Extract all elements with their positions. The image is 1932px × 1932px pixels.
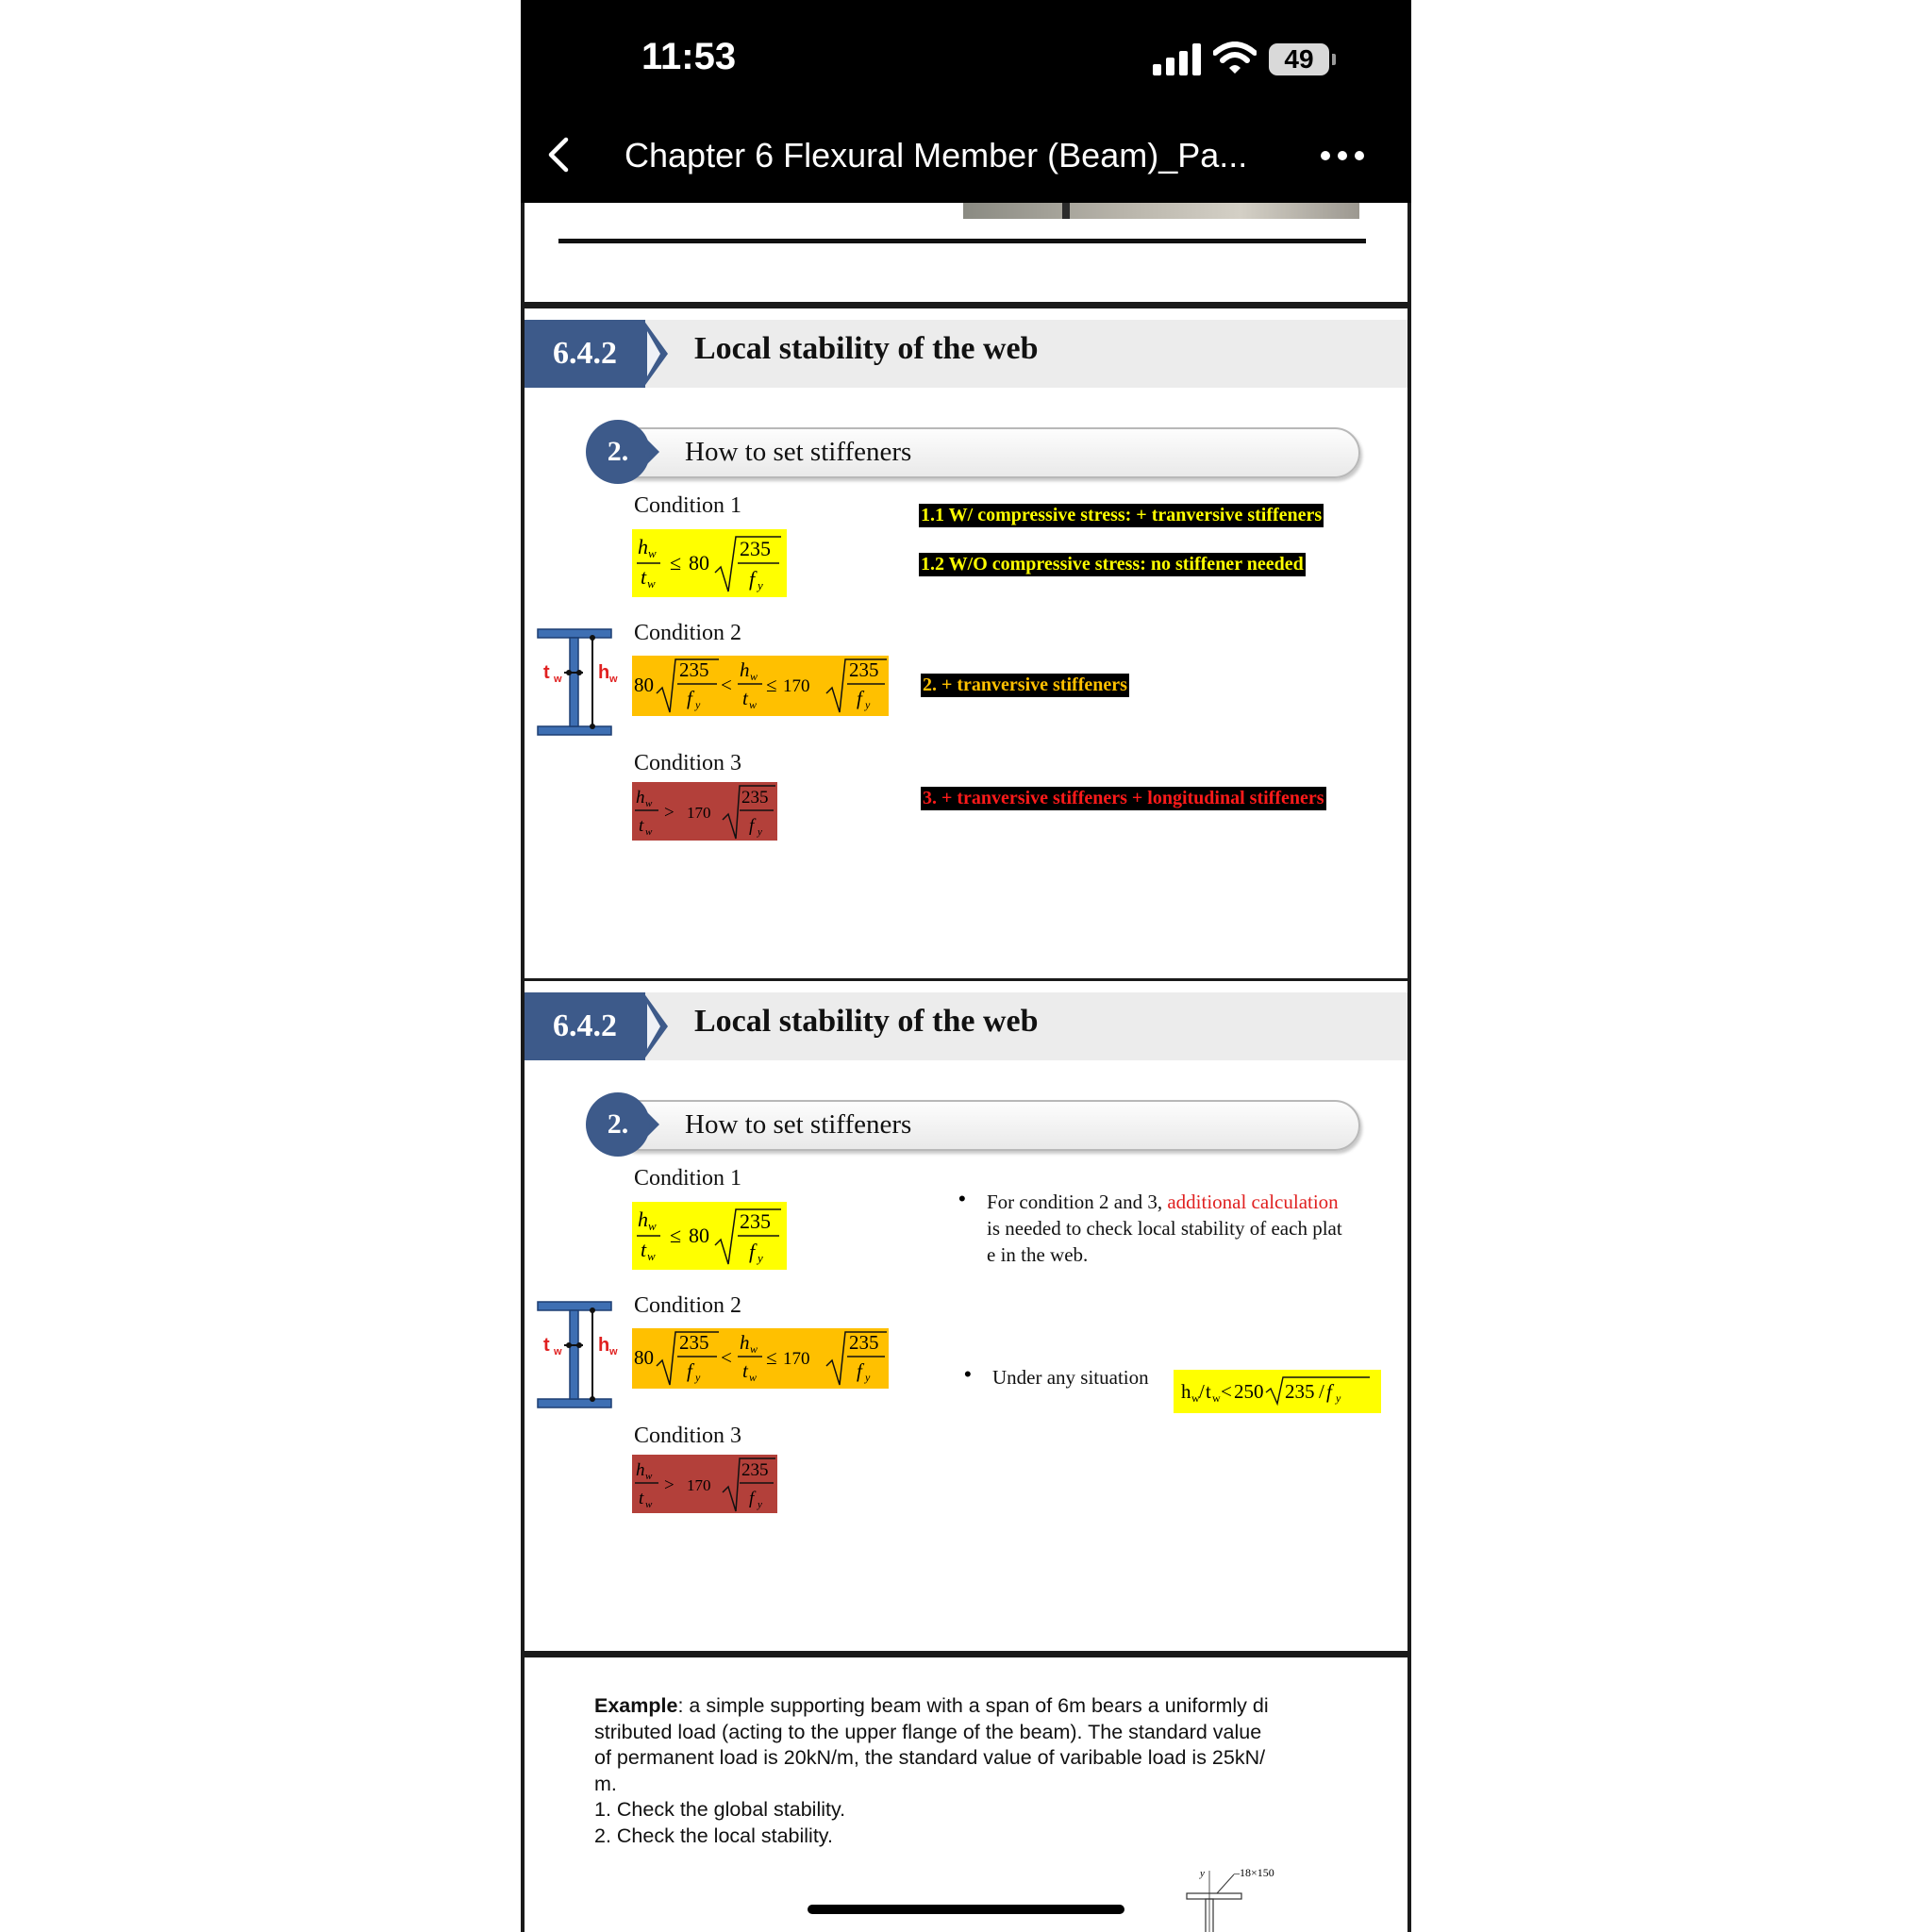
svg-text:t: t (639, 816, 644, 836)
example-line-5: 1. Check the global stability. (594, 1798, 846, 1821)
phone-screen (521, 0, 1411, 1932)
svg-text:f: f (687, 687, 692, 709)
condition-3-formula (632, 1455, 777, 1513)
example-label: Example (594, 1694, 678, 1717)
svg-text:w: w (750, 670, 758, 683)
ibeam-diagram (536, 627, 626, 741)
section-arrow-icon (643, 320, 668, 388)
svg-text:y: y (1336, 1391, 1341, 1405)
svg-text:w: w (648, 546, 657, 560)
svg-text:y: y (865, 698, 871, 711)
svg-text:t: t (543, 662, 550, 683)
bullet-1-prefix: For condition 2 and 3, (987, 1191, 1168, 1213)
svg-text:f: f (749, 816, 755, 836)
condition-2-label: Condition 2 (634, 1293, 742, 1318)
example-line-3: of permanent load is 20kN/m, the standard value of varibable load is 25kN/ (594, 1746, 1266, 1769)
svg-text:y: y (695, 698, 701, 711)
section-number: 6.4.2 (525, 320, 645, 388)
example-line-2: stributed load (acting to the upper flange of the beam). The standard value (594, 1720, 1262, 1743)
condition-3-label: Condition 3 (634, 751, 742, 775)
status-bar (521, 0, 1411, 104)
svg-text:<: < (721, 674, 732, 696)
bullet-dot: • (964, 1362, 972, 1386)
svg-text:w: w (645, 826, 653, 838)
svg-text:w: w (1212, 1391, 1221, 1405)
condition-2-formula (632, 1328, 889, 1389)
svg-text:y: y (865, 1371, 871, 1384)
bullet-dot: • (958, 1187, 966, 1210)
bullet-1-line3: e in the web. (987, 1243, 1089, 1266)
svg-text:w: w (645, 798, 653, 809)
svg-text:y: y (695, 1371, 701, 1384)
battery-icon: 49 (1269, 43, 1329, 75)
document-content[interactable] (525, 203, 1407, 1932)
condition-3-label: Condition 3 (634, 1424, 742, 1448)
svg-text:235: 235 (740, 537, 771, 560)
svg-text:>: > (664, 1475, 675, 1495)
svg-text:y: y (758, 578, 763, 592)
svg-text:80: 80 (634, 674, 654, 696)
condition-1-formula (632, 1202, 787, 1270)
battery-tip (1332, 54, 1336, 65)
note-1-1: 1.1 W/ compressive stress: + tranversive stiffeners (921, 505, 1323, 525)
condition-2-label: Condition 2 (634, 621, 742, 645)
svg-text:w: w (647, 576, 656, 591)
svg-text:f: f (857, 1359, 862, 1382)
svg-text:170: 170 (687, 804, 711, 822)
svg-text:80: 80 (689, 1224, 709, 1247)
svg-text:h: h (638, 535, 648, 558)
svg-text:235: 235 (679, 658, 709, 681)
more-options-icon[interactable] (1321, 147, 1370, 162)
signal-icon (1153, 43, 1202, 75)
svg-text:f: f (1326, 1380, 1332, 1403)
section-title: Local stability of the web (694, 331, 1039, 366)
svg-text:f: f (687, 1359, 692, 1382)
bullet-additional-calculation (987, 1189, 1402, 1268)
svg-text:h: h (598, 662, 610, 683)
hw-limit-formula (1174, 1370, 1381, 1413)
svg-text:h: h (740, 1331, 750, 1354)
svg-text:<: < (1221, 1380, 1232, 1403)
subheading-title: How to set stiffeners (685, 1109, 912, 1140)
section-title: Local stability of the web (694, 1004, 1039, 1039)
home-indicator[interactable] (808, 1905, 1124, 1914)
svg-text:y: y (758, 1499, 762, 1510)
bullet-under-any-situation: Under any situation (992, 1366, 1149, 1389)
photo-strip (963, 203, 1359, 219)
svg-text:170: 170 (687, 1476, 711, 1494)
ibeam-diagram (536, 1300, 626, 1413)
svg-text:t: t (641, 565, 647, 589)
svg-text:80: 80 (634, 1346, 654, 1369)
section-number: 6.4.2 (525, 992, 645, 1060)
svg-text:235: 235 (849, 658, 879, 681)
document-title: Chapter 6 Flexural Member (Beam)_Pa... (625, 136, 1248, 175)
svg-text:235: 235 (741, 788, 769, 808)
svg-text:t: t (742, 1359, 748, 1382)
svg-text:w: w (749, 1371, 758, 1384)
condition-1-formula (632, 529, 787, 597)
photo-figure (1062, 203, 1070, 219)
svg-text:t: t (641, 1238, 647, 1261)
svg-text:170: 170 (783, 1349, 810, 1369)
condition-1-label: Condition 1 (634, 1166, 742, 1191)
svg-text:f: f (749, 1240, 756, 1263)
svg-text:/: / (1199, 1380, 1205, 1403)
svg-text:≤: ≤ (670, 551, 682, 575)
svg-text:w: w (645, 1499, 653, 1510)
example-line-4: m. (594, 1772, 617, 1795)
svg-text:h: h (1181, 1380, 1191, 1403)
subheading-number: 2. (586, 420, 650, 484)
svg-text:≤: ≤ (766, 674, 777, 696)
svg-text:w: w (648, 1219, 657, 1233)
condition-1-label: Condition 1 (634, 493, 742, 518)
svg-text:80: 80 (689, 551, 709, 575)
svg-text:w: w (609, 674, 618, 685)
svg-text:>: > (664, 803, 675, 823)
example-line-6: 2. Check the local stability. (594, 1824, 833, 1847)
svg-text:235: 235 (679, 1331, 709, 1354)
svg-text:w: w (647, 1249, 656, 1263)
svg-text:f: f (749, 1489, 755, 1508)
svg-text:w: w (750, 1342, 758, 1356)
svg-text:/: / (1319, 1380, 1324, 1403)
beam-section-figure (1175, 1867, 1289, 1932)
note-1-2: 1.2 W/O compressive stress: no stiffener needed (921, 554, 1304, 575)
svg-text:w: w (645, 1471, 653, 1482)
condition-2-formula (632, 656, 889, 716)
svg-text:<: < (721, 1346, 732, 1369)
note-2: 2. + tranversive stiffeners (923, 675, 1127, 695)
status-time: 11:53 (641, 36, 737, 77)
svg-text:–18×150: –18×150 (1234, 1867, 1274, 1879)
svg-text:y: y (758, 826, 762, 838)
slide-rule (558, 239, 1366, 243)
svg-text:h: h (638, 1208, 648, 1231)
example-line-1: : a simple supporting beam with a span of 6m bears a uniformly di (677, 1694, 1269, 1717)
svg-text:f: f (749, 567, 756, 591)
wifi-icon (1213, 42, 1257, 75)
svg-text:w: w (554, 674, 562, 685)
svg-text:h: h (598, 1335, 610, 1356)
bullet-1-highlight: additional calculation (1167, 1191, 1339, 1213)
slide-local-stability-2 (525, 981, 1407, 1651)
svg-text:h: h (740, 658, 750, 681)
svg-text:170: 170 (783, 676, 810, 696)
svg-text:235: 235 (849, 1331, 879, 1354)
slide-example (525, 1657, 1407, 1932)
svg-text:w: w (554, 1346, 562, 1357)
document-nav-bar (521, 104, 1411, 203)
bullet-1-line2: is needed to check local stability of each plat (987, 1217, 1342, 1240)
subheading-number: 2. (586, 1092, 650, 1157)
svg-text:t: t (1206, 1380, 1211, 1403)
svg-text:≤: ≤ (670, 1224, 682, 1247)
svg-text:t: t (543, 1335, 550, 1356)
svg-text:≤: ≤ (766, 1346, 777, 1369)
svg-text:h: h (636, 788, 645, 808)
svg-text:w: w (1191, 1391, 1200, 1405)
svg-text:w: w (749, 698, 758, 711)
note-3: 3. + tranversive stiffeners + longitudinal stiffeners (923, 788, 1324, 808)
example-text (594, 1693, 1349, 1849)
svg-text:f: f (857, 687, 862, 709)
svg-text:h: h (636, 1460, 645, 1480)
svg-text:w: w (609, 1346, 618, 1357)
back-chevron-icon[interactable] (541, 136, 579, 174)
previous-slide-bottom (525, 203, 1407, 302)
svg-text:y: y (1200, 1868, 1205, 1879)
svg-text:250: 250 (1234, 1380, 1264, 1403)
svg-text:235: 235 (740, 1209, 771, 1233)
svg-text:235: 235 (741, 1460, 769, 1480)
svg-text:t: t (742, 687, 748, 709)
svg-text:235: 235 (1285, 1380, 1315, 1403)
condition-3-formula (632, 782, 777, 841)
slide-local-stability-1 (525, 308, 1407, 978)
section-arrow-icon (643, 992, 668, 1060)
svg-text:y: y (758, 1251, 763, 1265)
svg-text:t: t (639, 1489, 644, 1508)
subheading-title: How to set stiffeners (685, 437, 912, 467)
